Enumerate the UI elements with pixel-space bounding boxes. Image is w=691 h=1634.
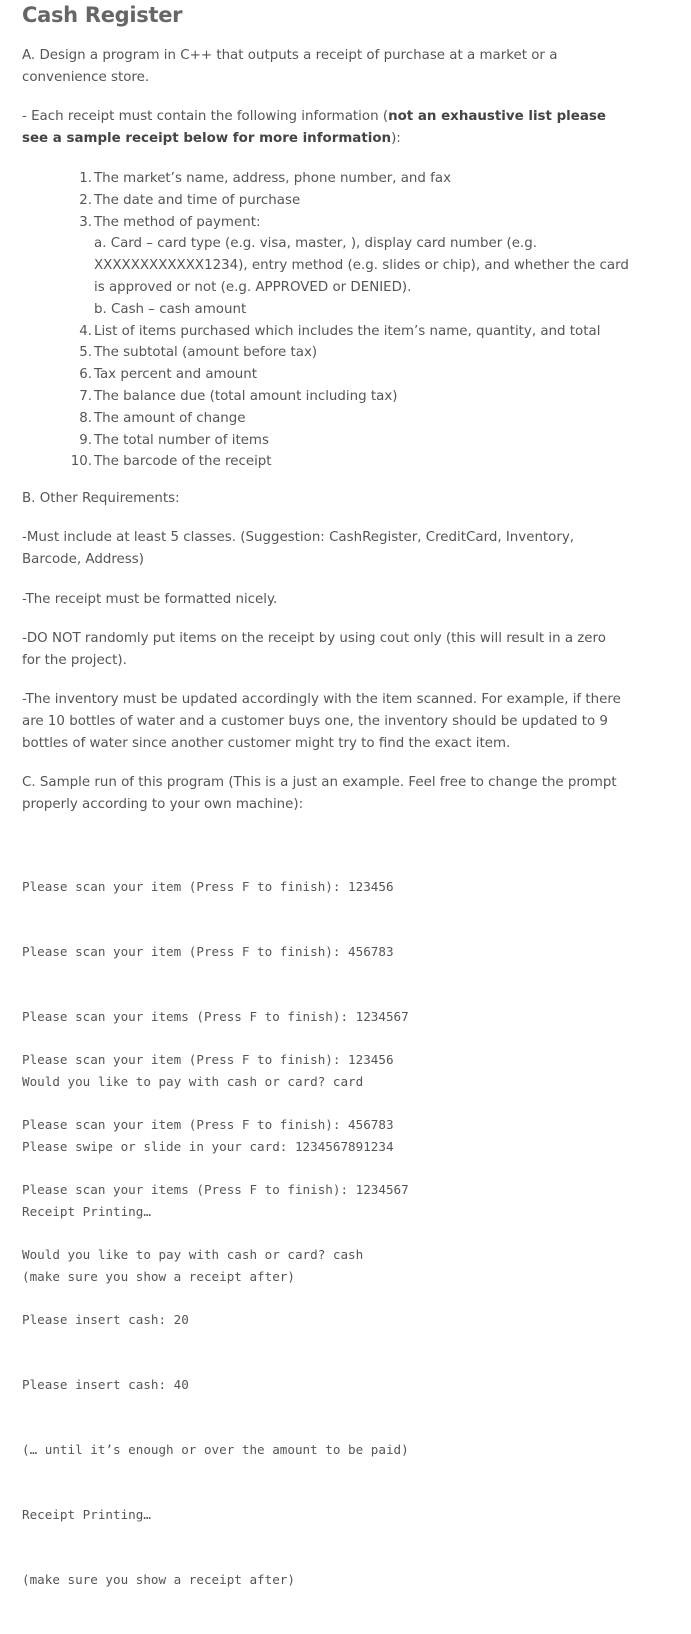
list-item: [22, 168, 614, 190]
list-number: 4.: [79, 323, 92, 339]
code-line: Please scan your item (Press F to finish): 456783: [22, 1117, 394, 1133]
list-item: [22, 408, 614, 430]
code-line: Please scan your items (Press F to finish): 1234567: [22, 1182, 409, 1198]
requirement-inventory: -The inventory must be updated accordingly with the item scanned. For example, if there are 10 bottles of water and a customer buys one, the inventory should be updated to 9 bottles of water since another customer might try to find the exact item.: [22, 692, 621, 751]
list-number: 3.: [79, 214, 92, 230]
list-text: Tax percent and amount: [94, 367, 258, 383]
sample-run-cash: [22, 1006, 409, 1634]
list-text: The market’s name, address, phone number, and fax: [94, 171, 452, 186]
receipt-requirements-list: [22, 168, 629, 473]
payment-card-line-1: a. Card – card type (e.g. visa, master, ), display card number (e.g.: [94, 236, 537, 252]
list-item: [22, 342, 614, 364]
list-number: 1.: [79, 171, 92, 186]
payment-card-line-3: is approved or not (e.g. APPROVED or DENIED).: [94, 279, 412, 295]
list-text: The method of payment:: [94, 214, 261, 230]
list-text: The barcode of the receipt: [94, 454, 272, 470]
list-item: [22, 212, 629, 321]
payment-cash: b. Cash – cash amount: [94, 301, 247, 317]
list-number: 2.: [79, 192, 92, 208]
list-item: [22, 190, 614, 212]
code-line: Please swipe or slide in your card: 1234567891234: [22, 1139, 394, 1155]
section-a-note: [22, 106, 622, 150]
section-a-intro: A. Design a program in C++ that outputs a receipt of purchase at a market or a convenience store.: [22, 48, 558, 85]
requirement-no-cout: -DO NOT randomly put items on the receipt by using cout only (this will result in a zero for the project).: [22, 631, 606, 668]
list-number: 10.: [70, 454, 92, 470]
code-line: Receipt Printing…: [22, 1204, 151, 1220]
code-line: Please insert cash: 20: [22, 1312, 189, 1328]
code-line: (make sure you show a receipt after): [22, 1269, 295, 1285]
code-line: Please scan your items (Press F to finish): 1234567: [22, 1009, 409, 1025]
code-line: Would you like to pay with cash or card? card: [22, 1074, 364, 1090]
list-number: 8.: [79, 410, 92, 426]
section-c-heading: C. Sample run of this program (This is a just an example. Feel free to change the prompt properly according to your own machine):: [22, 775, 617, 812]
list-number: 7.: [79, 388, 92, 404]
requirement-format: -The receipt must be formatted nicely.: [22, 592, 278, 607]
note-suffix: ):: [391, 130, 401, 146]
note-bold: not an exhaustive list please see a sample receipt below for more information: [22, 109, 606, 146]
list-text: The subtotal (amount before tax): [94, 345, 318, 361]
note-prefix: - Each receipt must contain the following information (: [22, 109, 389, 124]
list-text: The date and time of purchase: [94, 192, 301, 208]
list-item: [22, 364, 614, 386]
list-number: 6.: [79, 367, 92, 383]
list-text: The balance due (total amount including tax): [94, 388, 398, 404]
code-line: (… until it’s enough or over the amount to be paid): [22, 1442, 409, 1458]
list-text: List of items purchased which includes the item’s name, quantity, and total: [94, 323, 601, 339]
list-item: [22, 321, 614, 343]
list-number: 5.: [79, 345, 92, 361]
section-b-heading: B. Other Requirements:: [22, 491, 180, 506]
code-line: Would you like to pay with cash or card? cash: [22, 1247, 364, 1263]
code-line: Receipt Printing…: [22, 1507, 151, 1523]
code-line: Please scan your item (Press F to finish): 456783: [22, 944, 394, 960]
requirement-classes: -Must include at least 5 classes. (Suggestion: CashRegister, CreditCard, Inventory, Barcode, Address): [22, 530, 575, 567]
list-text: The amount of change: [94, 410, 246, 426]
payment-card-line-2: XXXXXXXXXXXX1234), entry method (e.g. slides or chip), and whether the card: [94, 258, 629, 274]
list-number: 9.: [79, 432, 92, 448]
list-text: The total number of items: [94, 432, 269, 448]
list-item: [22, 451, 614, 473]
code-line: (make sure you show a receipt after): [22, 1572, 295, 1588]
list-item: [22, 430, 614, 452]
list-item: [22, 386, 614, 408]
code-line: Please scan your item (Press F to finish): 123456: [22, 1052, 394, 1068]
code-line: Please scan your item (Press F to finish): 123456: [22, 879, 394, 895]
code-line: Please insert cash: 40: [22, 1377, 189, 1393]
page-title: Cash Register: [22, 3, 183, 27]
